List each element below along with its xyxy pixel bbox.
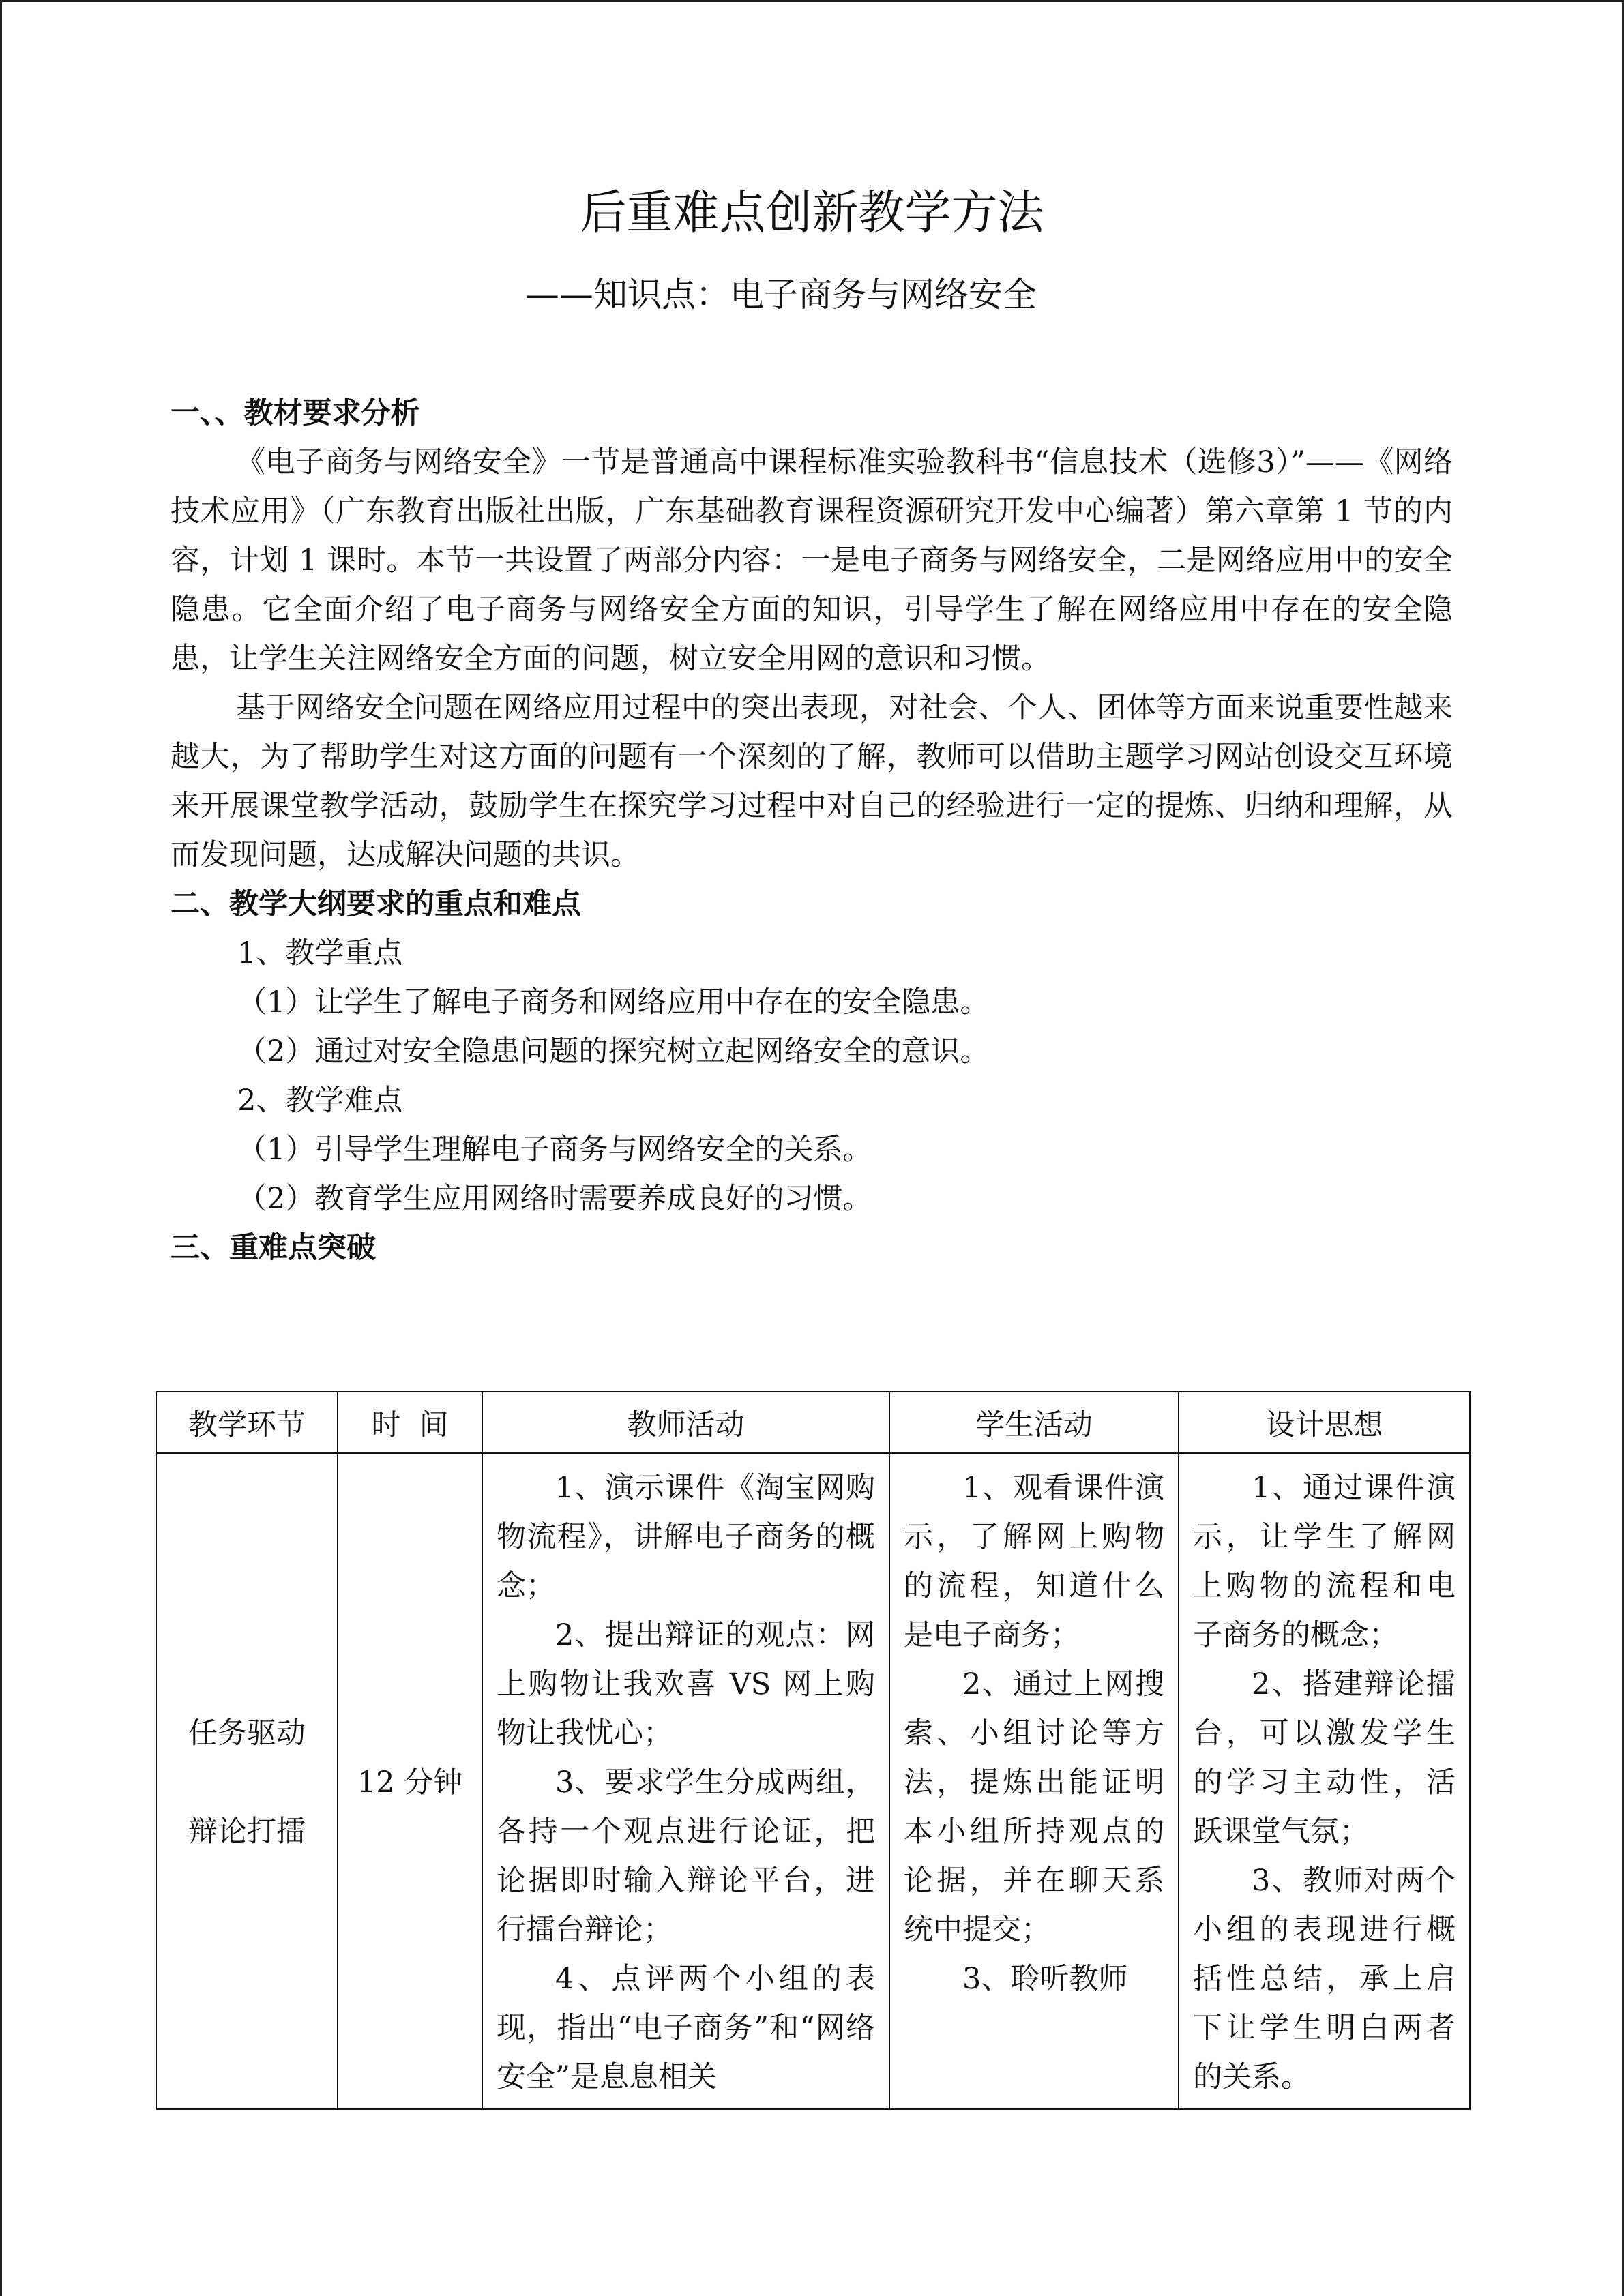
key-point-2: （2）通过对安全隐患问题的探究树立起网络安全的意识。 [237,1034,990,1069]
student-step-3: 3、聆听教师 [962,1962,1128,1996]
header-student-activity: 学生活动 [889,1392,1179,1453]
teacher-step-1: 1、演示课件《淘宝网购物流程》，讲解电子商务的概念； [497,1471,875,1603]
difficulty-2: （2）教育学生应用网络时需要养成良好的习惯。 [237,1182,872,1216]
difficulty-1: （1）引导学生理解电子商务与网络安全的关系。 [237,1133,872,1167]
header-time: 时 间 [338,1392,482,1453]
cell-duration: 12 分钟 [338,1453,482,2109]
section2-heading: 二、教学大纲要求的重点和难点 [171,887,581,921]
header-design-idea: 设计思想 [1179,1392,1470,1453]
cell-stage [156,1453,338,2109]
cell-teacher-activity [482,1453,889,2109]
table-row [156,1453,1470,2109]
teacher-step-2: 2、提出辩证的观点：网上购物让我欢喜 VS 网上购物让我忧心； [497,1618,875,1750]
stage-line-2: 辩论打擂 [188,1815,306,1849]
design-point-1: 1、通过课件演示，让学生了解网上购物的流程和电子商务的概念； [1193,1471,1456,1652]
page-border-left [0,0,2,2296]
document-body [171,389,1453,1272]
section1-paragraph-2: 基于网络安全问题在网络应用过程中的突出表现，对社会、个人、团体等方面来说重要性越来越大，为了帮助学生对这方面的问题有一个深刻的了解，教师可以借助主题学习网站创设交互环境来开展课堂教学活动，鼓励学生在探究学习过程中对自己的经验进行一定的提炼、归纳和理解，从而发现问题，达成解决问题的共识。 [171,691,1453,872]
design-point-2: 2、搭建辩论擂台，可以激发学生的学习主动性，活跃课堂气氛； [1193,1667,1456,1849]
teacher-step-4: 4、点评两个小组的表现，指出“电子商务”和“网络安全”是息息相关 [497,1962,875,2094]
teacher-step-3: 3、要求学生分成两组，各持一个观点进行论证，把论据即时输入辩论平台，进行擂台辩论； [497,1765,875,1947]
page-border-top [0,0,1624,2]
stage-line-1: 任务驱动 [188,1716,306,1750]
section1-paragraph-1: 《电子商务与网络安全》一节是普通高中课程标准实验教科书“信息技术（选修3）”——《网络技术应用》（广东教育出版社出版，广东基础教育课程资源研究开发中心编著）第六章第 1 节的内容，计划 1 课时。本节一共设置了两部分内容：一是电子商务与网络安全，二是网络应用中的安全隐患。它全面介绍了电子商务与网络安全方面的知识，引导学生了解在网络应用中存在的安全隐患，让学生关注网络安全方面的问题，树立安全用网的意识和习惯。 [171,445,1453,676]
document-subtitle: ——知识点：电子商务与网络安全 [525,275,1037,314]
student-step-1: 1、观看课件演示，了解网上购物的流程，知道什么是电子商务； [904,1471,1164,1652]
section3-heading: 三、重难点突破 [171,1231,376,1265]
cell-design-idea [1179,1453,1470,2109]
student-step-2: 2、通过上网搜索、小组讨论等方法，提炼出能证明本小组所持观点的论据，并在聊天系统中提交； [904,1667,1164,1947]
breakthrough-table [156,1391,1471,2110]
key-point-1: （1）让学生了解电子商务和网络应用中存在的安全隐患。 [237,985,990,1019]
section1-heading: 一、、教材要求分析 [171,396,420,430]
design-point-3: 3、教师对两个小组的表现进行概括性总结，承上启下让学生明白两者的关系。 [1193,1864,1456,2094]
header-stage: 教学环节 [156,1392,338,1453]
header-teacher-activity: 教师活动 [482,1392,889,1453]
document-title: 后重难点创新教学方法 [580,186,1044,240]
difficulties-label: 2、教学难点 [237,1084,403,1118]
table-header-row [156,1392,1470,1453]
key-points-label: 1、教学重点 [237,936,403,970]
cell-student-activity [889,1453,1179,2109]
